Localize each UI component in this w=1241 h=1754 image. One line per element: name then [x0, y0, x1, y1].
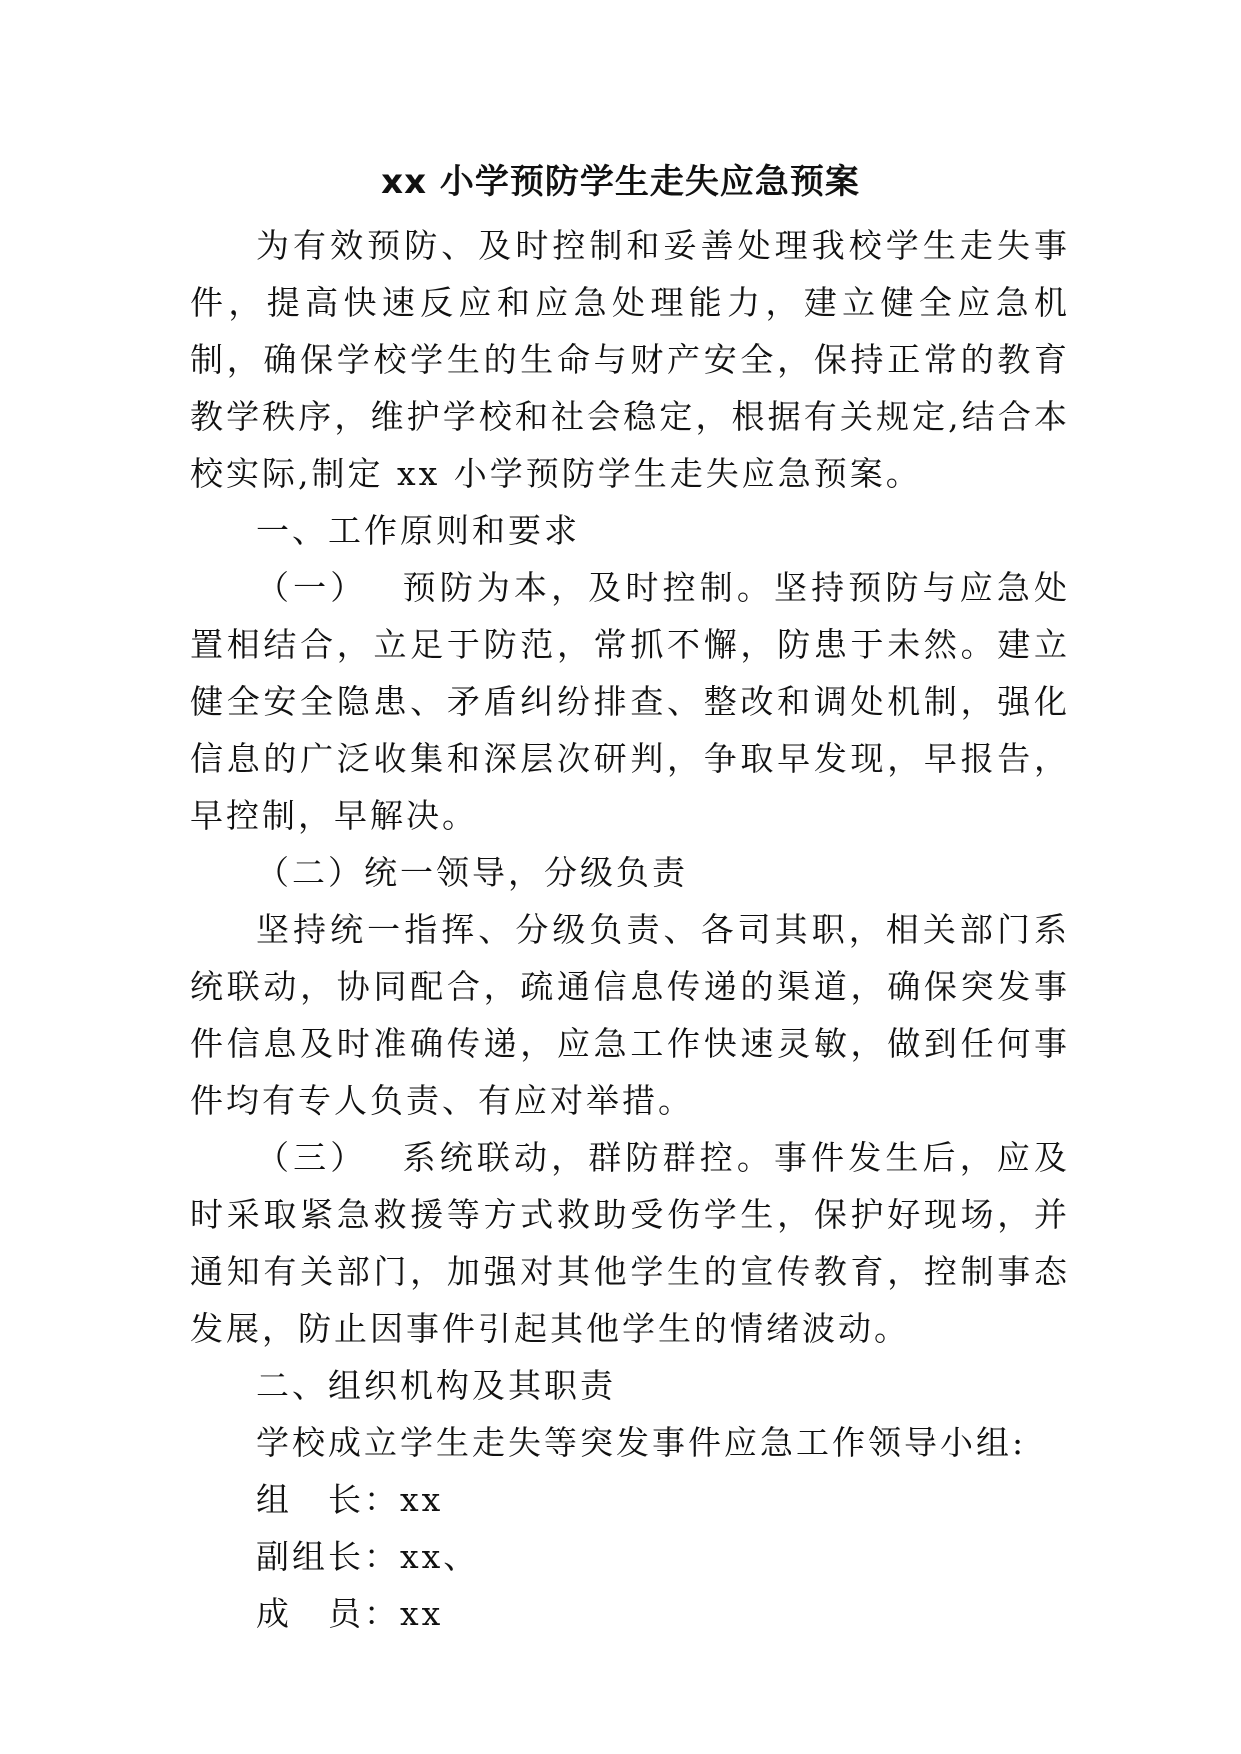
members-line: [190, 1585, 1070, 1642]
deputy-value: xx、: [400, 1537, 480, 1576]
leader-value: xx: [400, 1480, 444, 1519]
deputy-label: 副组长：: [256, 1537, 400, 1576]
section-1-heading: 一、工作原则和要求: [256, 511, 580, 550]
section-2-intro: 学校成立学生走失等突发事件应急工作领导小组:: [256, 1423, 1027, 1462]
leader-line: [190, 1471, 1070, 1528]
section-1-item-3: [190, 1129, 1070, 1357]
members-label: 成 员：: [256, 1594, 400, 1633]
item-3-label: （三）: [256, 1138, 368, 1177]
members-value: xx: [400, 1594, 444, 1633]
section-1-item-2-text: 坚持统一指挥、分级负责、各司其职，相关部门系统联动，协同配合，疏通信息传递的渠道，确保突发事件信息及时准确传递，应急工作快速灵敏，做到任何事件均有专人负责、有应对举措。: [190, 910, 1070, 1120]
deputy-line: [190, 1528, 1070, 1585]
document-body: [190, 217, 1070, 1642]
item-1-label: （一）: [256, 568, 368, 607]
item-3-text: 系统联动，群防群控。事件发生后，应及时采取紧急救援等方式救助受伤学生，保护好现场，并通知有关部门，加强对其他学生的宣传教育，控制事态发展，防止因事件引起其他学生的情绪波动。: [190, 1138, 1071, 1348]
intro-paragraph: 为有效预防、及时控制和妥善处理我校学生走失事件，提高快速反应和应急处理能力，建立健全应急机制，确保学校学生的生命与财产安全，保持正常的教育教学秩序，维护学校和社会稳定，根据有关规定,结合本校实际,制定 xx 小学预防学生走失应急预案。: [190, 226, 1070, 493]
leader-label: 组 长：: [256, 1480, 400, 1519]
item-1-text: 预防为本，及时控制。坚持预防与应急处置相结合，立足于防范，常抓不懈，防患于未然。建立健全安全隐患、矛盾纠纷排查、整改和调处机制，强化信息的广泛收集和深层次研判，争取早发现，早报告，早控制，早解决。: [190, 568, 1071, 835]
document-title: xx 小学预防学生走失应急预案: [381, 162, 860, 202]
section-1-item-1: [190, 559, 1070, 844]
section-2-heading: 二、组织机构及其职责: [256, 1366, 616, 1405]
section-1-item-2-heading: （二）统一领导，分级负责: [256, 853, 688, 892]
